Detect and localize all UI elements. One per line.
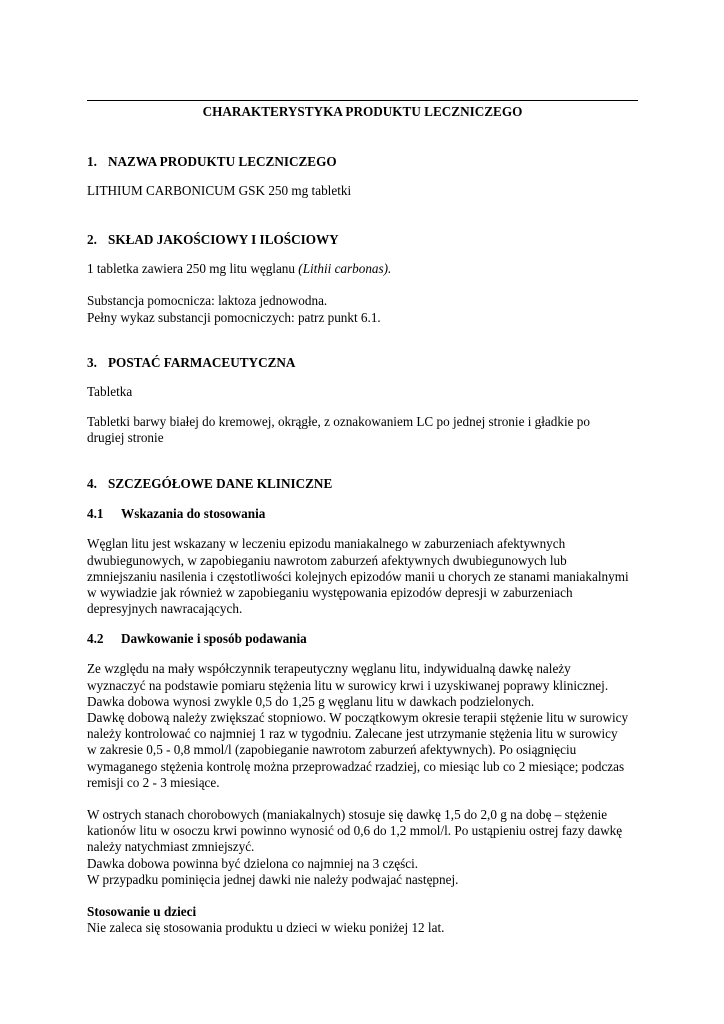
children-use-text: Nie zaleca się stosowania produktu u dzieci w wieku poniżej 12 lat. [87, 920, 445, 936]
section-4-number: 4. [87, 476, 97, 492]
subsection-4-1-heading [87, 506, 647, 522]
composition-latin-name: (Lithii carbonas). [298, 261, 392, 277]
acute-dosage-line: Dawka dobowa powinna być dzielona co najmniej na 3 części. [87, 855, 419, 871]
composition-line [87, 261, 647, 277]
document-page [87, 104, 647, 936]
top-rule [87, 100, 638, 101]
section-1-heading [87, 154, 647, 170]
dosage-line: Ze względu na mały współczynnik terapeutyczny węglanu litu, indywidualną dawkę należy [87, 661, 571, 677]
tablet-description-line-2: drugiej stronie [87, 430, 164, 446]
excipient-line: Substancja pomocnicza: laktoza jednowodna. [87, 293, 328, 309]
subsection-4-2-number: 4.2 [87, 631, 104, 647]
indications-line: Węglan litu jest wskazany w leczeniu epizodu maniakalnego w zaburzeniach afektywnych [87, 536, 566, 552]
section-2-heading [87, 232, 647, 248]
product-name: LITHIUM CARBONICUM GSK 250 mg tabletki [87, 183, 352, 198]
dosage-line: remisji co 2 - 3 miesiące. [87, 774, 220, 790]
section-2-title: SKŁAD JAKOŚCIOWY I ILOŚCIOWY [108, 232, 339, 248]
dosage-line: Dawka dobowa wynosi zwykle 0,5 do 1,25 g węglanu litu w dawkach podzielonych. [87, 693, 535, 709]
acute-dosage-line: W ostrych stanach chorobowych (maniakalnych) stosuje się dawkę 1,5 do 2,0 g na dobę – stężenie [87, 807, 608, 823]
section-3-number: 3. [87, 354, 97, 370]
subsection-4-2-title: Dawkowanie i sposób podawania [121, 631, 307, 647]
section-4-heading [87, 476, 647, 492]
dosage-form: Tabletka [87, 383, 133, 399]
indications-line: w wywiadzie jak również w zapobieganiu występowania epizodów depresji w zaburzeniach [87, 585, 573, 601]
indications-line: depresyjnych nawracających. [87, 601, 243, 617]
document-title: CHARAKTERYSTYKA PRODUKTU LECZNICZEGO [202, 104, 523, 119]
acute-dosage-line: należy natychmiast zmniejszyć. [87, 839, 255, 855]
tablet-description-line-1: Tabletki barwy białej do kremowej, okrągłe, z oznakowaniem LC po jednej stronie i gładkie po [87, 414, 590, 430]
section-2-number: 2. [87, 232, 97, 248]
dosage-line: Dawkę dobową należy zwiększać stopniowo. W początkowym okresie terapii stężenie litu w surowicy [87, 710, 629, 726]
section-1-title: NAZWA PRODUKTU LECZNICZEGO [108, 154, 337, 169]
acute-dosage-line: kationów litu w osoczu krwi powinno wynosić od 0,6 do 1,2 mmol/l. Po ustąpieniu ostrej fazy dawkę [87, 823, 623, 839]
section-4-title: SZCZEGÓŁOWE DANE KLINICZNE [108, 476, 333, 492]
children-use-heading: Stosowanie u dzieci [87, 904, 197, 920]
acute-dosage-line: W przypadku pominięcia jednej dawki nie należy podwajać następnej. [87, 871, 459, 887]
dosage-line: wyznaczyć na podstawie pomiaru stężenia litu w surowicy krwi i uzyskiwanej poprawy klinicznej. [87, 677, 609, 693]
section-3-title: POSTAĆ FARMACEUTYCZNA [108, 354, 296, 370]
section-3-heading [87, 355, 647, 371]
dosage-line: w zakresie 0,5 - 0,8 mmol/l (zapobieganie nawrotom zaburzeń afektywnych). Po osiągnięciu [87, 742, 577, 758]
indications-line: dwubiegunowych, w zapobieganiu nawrotom zaburzeń afektywnych dwubiegunowych lub [87, 552, 567, 568]
dosage-line: należy kontrolować co najmniej 1 raz w tygodniu. Zalecane jest utrzymanie stężenia litu w surowicy [87, 726, 618, 742]
subsection-4-1-title: Wskazania do stosowania [121, 506, 266, 522]
dosage-line: wymaganego stężenia kontrolę można przeprowadzać rzadziej, co miesiąc lub co 2 miesiące; podczas [87, 758, 625, 774]
indications-line: zmniejszaniu nasilenia i częstotliwości kolejnych epizodów manii u chorych ze stanami maniakalnymi [87, 568, 629, 584]
excipient-reference: Pełny wykaz substancji pomocniczych: patrz punkt 6.1. [87, 309, 381, 325]
section-1-number: 1. [87, 154, 97, 169]
subsection-4-1-number: 4.1 [87, 506, 104, 522]
composition-text: 1 tabletka zawiera 250 mg litu węglanu [87, 261, 299, 277]
subsection-4-2-heading [87, 631, 647, 647]
